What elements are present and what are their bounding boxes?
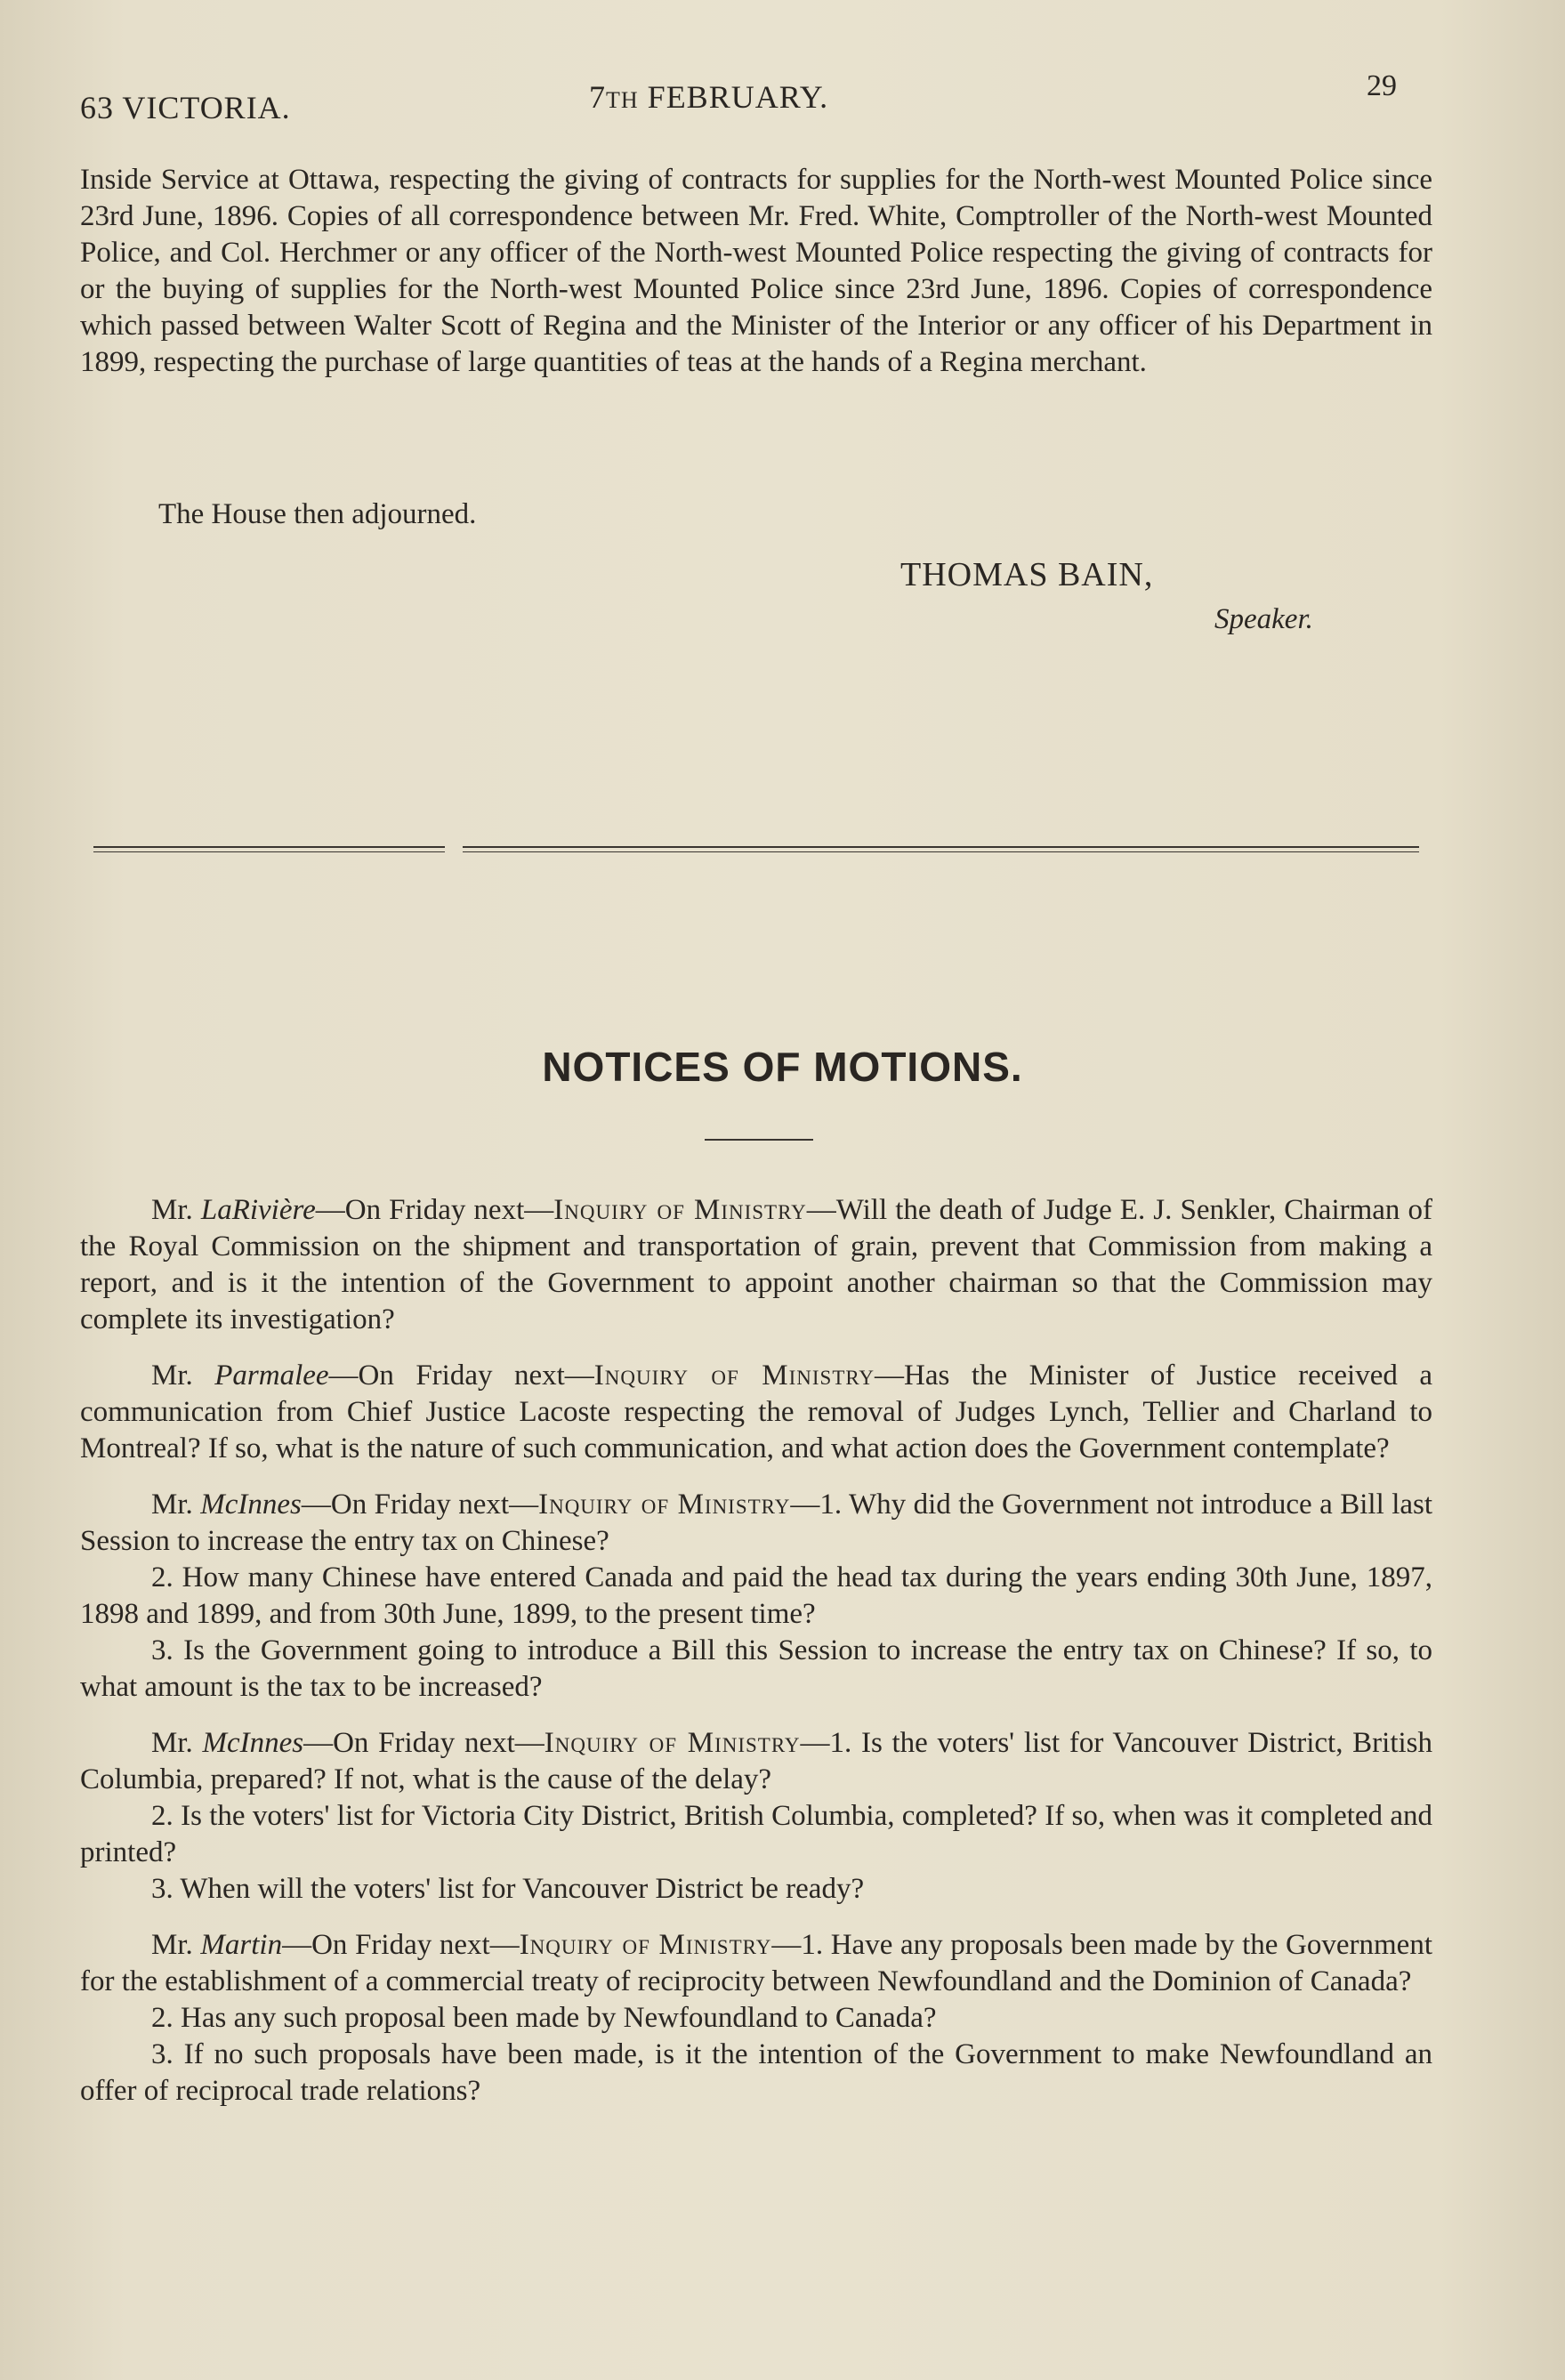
motion-mr: Mr. (151, 1929, 193, 1961)
section-title: NOTICES OF MOTIONS. (542, 1044, 1023, 1090)
motion-question: 2. Is the voters' list for Victoria City District, British Columbia, completed? If so, when was it completed and printed? (80, 1800, 1432, 1868)
motion-when: —On Friday next— (303, 1727, 545, 1759)
motion-question: —Has the Minister of Justice received a communication from Chief Justice Lacoste respecting the removal of Judges Lynch, Tellier and Charland to Montreal? If so, what is the nature of such communication, and what action does the Government contemplate? (80, 1359, 1432, 1464)
motion-mr: Mr. (151, 1489, 193, 1521)
motion-item (80, 1927, 1432, 2110)
motion-question: 2. Has any such proposal been made by Newfoundland to Canada? (151, 2002, 937, 2034)
section-divider (93, 841, 1419, 867)
motion-question: —1. Why did the Government not introduce a Bill last Session to increase the entry tax on Chinese? (80, 1489, 1433, 1557)
motion-mr: Mr. (151, 1194, 193, 1226)
signer-name: THOMAS BAIN, (900, 556, 1154, 593)
page-number: 29 (1367, 69, 1397, 102)
motion-paragraph (80, 1927, 1432, 2000)
title-underline (705, 1139, 813, 1141)
motion-paragraph (80, 1487, 1432, 1560)
motion-paragraph (80, 1192, 1432, 1338)
motion-when: —On Friday next— (282, 1929, 520, 1961)
header-month: FEBRUARY. (647, 79, 829, 115)
header-day: 7 (589, 79, 606, 115)
signer-title: Speaker. (1214, 603, 1313, 635)
member-name: Parmalee (214, 1359, 329, 1392)
member-name: LaRivière (200, 1194, 316, 1226)
motion-kind: Inquiry of Ministry (553, 1194, 807, 1226)
header-session: 63 VICTORIA. (80, 90, 291, 125)
motion-kind: Inquiry of Ministry (519, 1929, 772, 1961)
member-name: Martin (200, 1929, 283, 1961)
motion-kind: Inquiry of Ministry (544, 1727, 801, 1759)
motion-kind: Inquiry of Ministry (538, 1489, 791, 1521)
divider-line (463, 846, 1419, 848)
divider-line (93, 851, 445, 852)
motion-when: —On Friday next— (315, 1194, 554, 1226)
motion-paragraph (80, 1725, 1432, 1798)
motion-question: 3. Is the Government going to introduce a Bill this Session to increase the entry tax on Chinese? If so, to what amount is the tax to be increased? (80, 1634, 1432, 1703)
motion-mr: Mr. (151, 1359, 193, 1392)
motion-question: 3. When will the voters' list for Vancouver District be ready? (151, 1873, 865, 1905)
motions-list (80, 1192, 1432, 2129)
motion-paragraph (80, 1358, 1432, 1467)
divider-line (93, 846, 445, 848)
motion-item (80, 1358, 1432, 1467)
motion-mr: Mr. (151, 1727, 193, 1759)
paragraph-text: Inside Service at Ottawa, respecting the giving of contracts for supplies for the North-west Mounted Police since 23rd June, 1896. Copies of all correspondence between Mr. Fred. White, Comptroller of the North-west Mounted Police, and Col. Herchmer or any officer of the North-west Mounted Police respecting the giving of contracts for or the buying of supplies for the North-west Mounted Police since 23rd June, 1896. Copies of correspondence which passed between Walter Scott of Regina and the Minister of the Interior or any officer of his Department in 1899, respecting the purchase of large quantities of teas at the hands of a Regina merchant. (80, 164, 1432, 378)
motion-question: —1. Have any proposals been made by the Government for the establishment of a commercial treaty of reciprocity between Newfoundland and the Dominion of Canada? (80, 1929, 1432, 1997)
running-header (80, 69, 1397, 132)
motion-question: —Will the death of Judge E. J. Senkler, Chairman of the Royal Commission on the shipment and transportation of grain, prevent that Commission from making a report, and is it the intention of the Government to appoint another chairman so that the Commission may complete its investigation? (80, 1194, 1432, 1335)
member-name: McInnes (200, 1489, 302, 1521)
header-day-suffix: TH (606, 87, 639, 113)
adjournment-line: The House then adjourned. (158, 498, 477, 530)
motion-kind: Inquiry of Ministry (593, 1359, 875, 1392)
divider-line (463, 851, 1419, 852)
motion-item (80, 1487, 1432, 1706)
motion-question: —1. Is the voters' list for Vancouver District, British Columbia, prepared? If not, what is the cause of the delay? (80, 1727, 1433, 1795)
continued-paragraph (80, 162, 1432, 381)
motion-question: 2. How many Chinese have entered Canada and paid the head tax during the years ending 30th June, 1897, 1898 and 1899, and from 30th June, 1899, to the present time? (80, 1561, 1432, 1630)
member-name: McInnes (202, 1727, 304, 1759)
motion-when: —On Friday next— (301, 1489, 539, 1521)
motion-when: —On Friday next— (328, 1359, 594, 1392)
header-date (589, 78, 828, 116)
motion-question: 3. If no such proposals have been made, is it the intention of the Government to make Newfoundland an offer of reciprocal trade relations? (80, 2038, 1432, 2107)
motion-item (80, 1192, 1432, 1338)
motion-item (80, 1725, 1432, 1908)
